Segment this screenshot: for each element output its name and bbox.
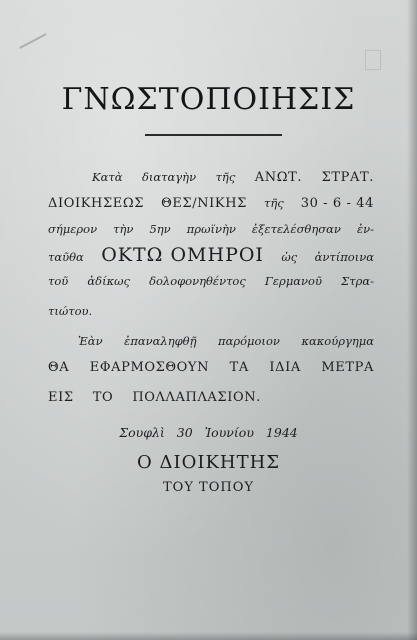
word: Κατὰ	[92, 170, 123, 184]
word: ΑΝΩΤ.	[254, 170, 303, 185]
word: ΙΔΙΑ	[269, 360, 301, 375]
word: διαταγὴν	[141, 170, 197, 184]
word: ἐν-	[356, 222, 374, 236]
word: ΟΚΤΩ ΟΜΗΡΟΙ	[101, 244, 264, 266]
paper-edge-shadow	[407, 0, 417, 640]
word: ΠΟΛΛΑΠΛΑΣΙΟΝ.	[132, 390, 261, 405]
word: ταῦθα	[48, 250, 84, 264]
word: Στρα-	[341, 274, 374, 288]
word: ἀντίποινα	[314, 250, 374, 264]
word: ΜΕΤΡΑ	[321, 360, 374, 375]
title-divider	[145, 134, 282, 136]
word: τιώτου.	[48, 304, 93, 318]
word: παρόμοιον	[218, 334, 280, 348]
word: ἐξετελέσθησαν	[251, 222, 341, 236]
place-date	[0, 422, 417, 441]
word: Γερμανοῦ	[264, 274, 322, 288]
word: Ἐὰν	[78, 334, 103, 348]
word: ΤΑ	[229, 360, 249, 375]
word: πρωϊνὴν	[186, 222, 236, 236]
word: δολοφονηθέντος	[149, 274, 246, 288]
word: 30 - 6 - 44	[300, 196, 374, 211]
word: ἐπαναληφθῇ	[124, 334, 197, 348]
place-date-text: Σουφλὶ 30 Ἰουνίου 1944	[119, 425, 298, 440]
text-line-4	[48, 244, 374, 266]
text-line-5	[48, 274, 374, 288]
notice-title: ΓΝΩΣΤΟΠΟΙΗΣΙΣ	[61, 82, 356, 117]
text-line-8	[48, 360, 374, 375]
text-line-2	[48, 196, 374, 211]
word: ΣΤΡΑΤ.	[321, 170, 374, 185]
word: σήμερον	[48, 222, 98, 236]
word: τῆς	[263, 196, 284, 210]
signature-title: Ο ΔΙΟΙΚΗΤΗΣ	[136, 452, 281, 473]
text-line-9	[48, 386, 261, 405]
word: ΔΙΟΙΚΗΣΕΩΣ	[48, 196, 145, 211]
word: ΘΕΣ/ΝΙΚΗΣ	[161, 196, 247, 211]
word: τὴν	[113, 222, 134, 236]
word: ὡς	[281, 250, 298, 264]
word: 5ην	[149, 222, 171, 236]
word: τῆς	[215, 170, 236, 184]
word: τοῦ	[48, 274, 69, 288]
text-line-6	[48, 300, 92, 319]
word: ΕΙΣ	[48, 390, 74, 405]
word: ΕΦΑΡΜΟΣΘΟΥΝ	[89, 360, 210, 375]
paper-edge-shadow-bottom	[0, 632, 417, 640]
corner-mark	[365, 50, 381, 70]
word: ΤΟ	[92, 390, 114, 405]
word: κακούργημα	[301, 334, 374, 348]
text-line-7	[78, 334, 374, 348]
paper-crease	[19, 33, 46, 49]
signature-subtitle: ΤΟΥ ΤΟΠΟΥ	[163, 480, 254, 495]
word: ΘΑ	[48, 360, 70, 375]
text-line-1	[92, 170, 374, 185]
text-line-3	[48, 222, 374, 236]
word: ἀδίκως	[87, 274, 130, 288]
